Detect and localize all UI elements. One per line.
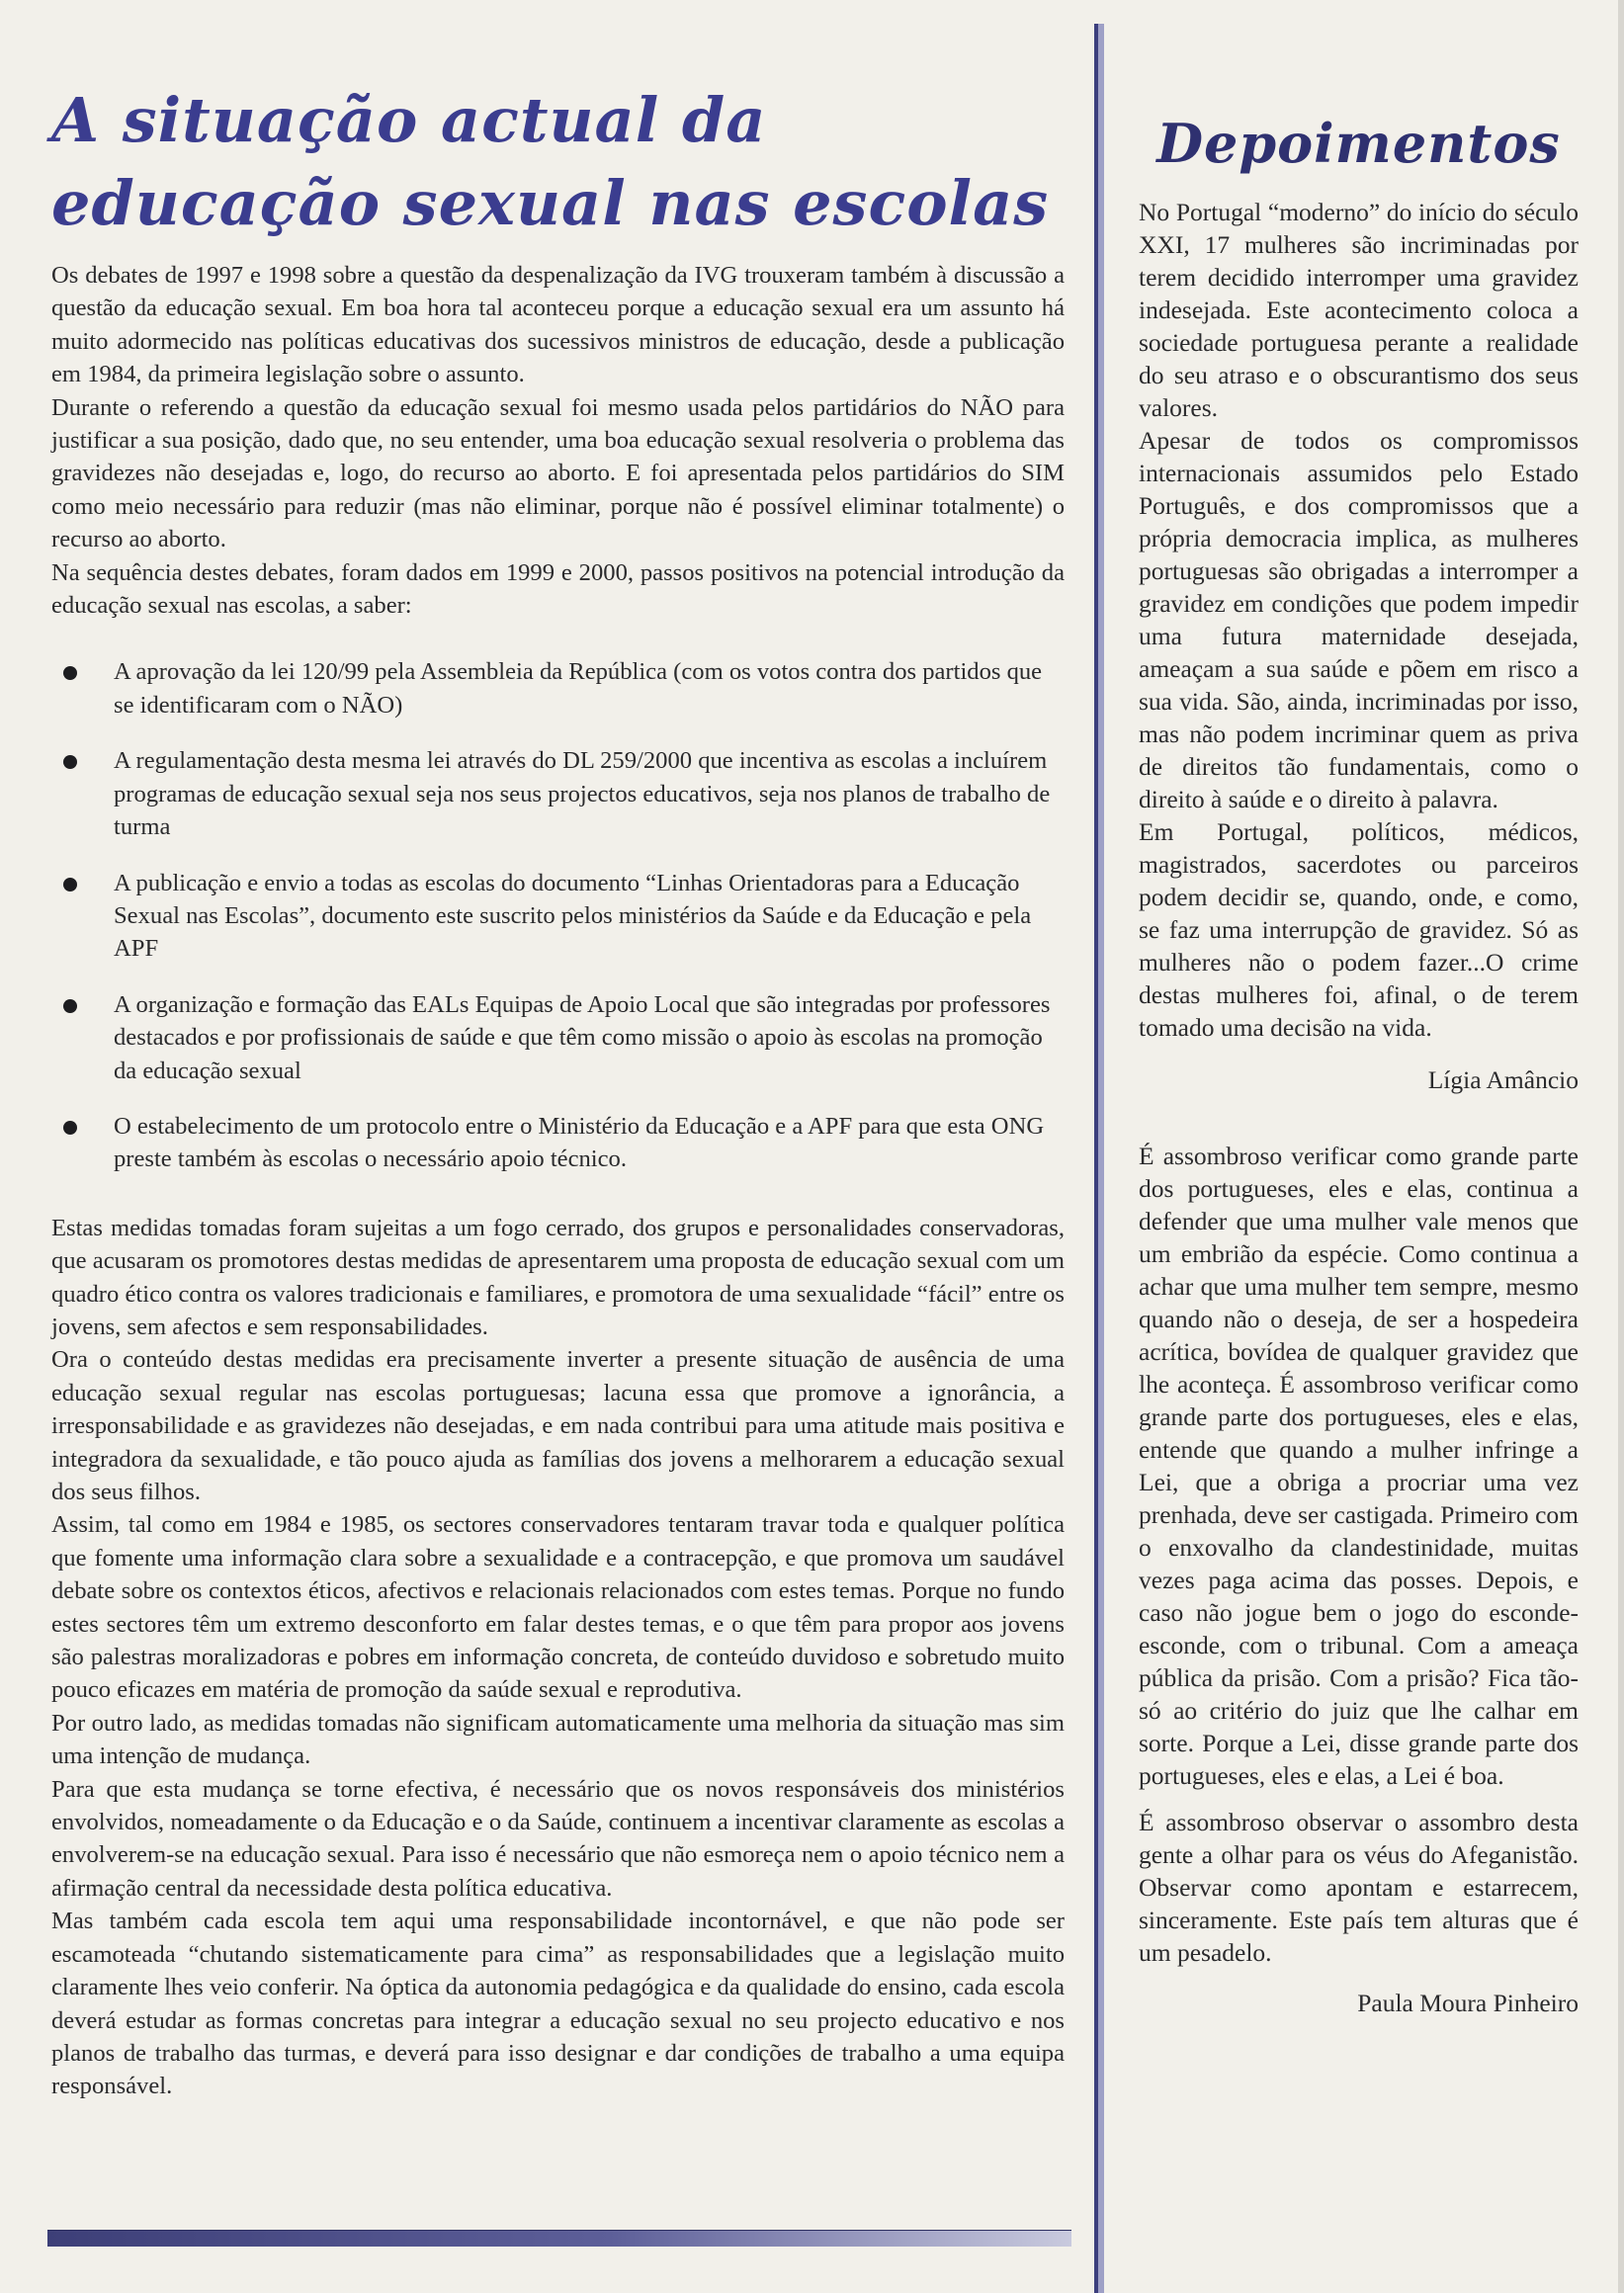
page-edge bbox=[1618, 0, 1624, 2293]
list-item: A regulamentação desta mesma lei através do DL 259/2000 que incentiva as escolas a incluírem programas de educação sexual seja nos seus projectos educativos, seja nos planos de trabalho de turma bbox=[51, 744, 1065, 843]
paragraph-body-6: Mas também cada escola tem aqui uma responsabilidade incontornável, e que não pode ser escamoteada “chutando sistematicamente para cima” as responsabilidades que a legislação muito claramente lhes veio conferir. Na óptica da autonomia pedagógica e da qualidade do ensino, cada escola deverá estudar as formas concretas para integrar a educação sexual no seu projecto educativo e nos planos de trabalho das turmas, e deverá para isso designar e dar condições de trabalho a uma equipa responsável. bbox=[51, 1908, 1065, 2100]
testimony-2-author: Paula Moura Pinheiro bbox=[1357, 1989, 1579, 2017]
list-item: O estabelecimento de um protocolo entre o Ministério da Educação e a APF para que esta ONG preste também às escolas o necessário apoio técnico. bbox=[51, 1110, 1065, 1176]
paragraph-body-1: Estas medidas tomadas foram sujeitas a um fogo cerrado, dos grupos e personalidades conservadoras, que acusaram os promotores destas medidas de apresentarem uma proposta de educação sexual com um quadro ético contra os valores tradicionais e familiares, e promotora de uma sexualidade “fácil” entre os jovens, sem afectos e sem responsabilidades. bbox=[51, 1214, 1065, 1340]
paragraph-intro-1: Os debates de 1997 e 1998 sobre a questão da despenalização da IVG trouxeram também à discussão a questão da educação sexual. Em boa hora tal aconteceu porque a educação sexual era um assunto há muito adormecido nas políticas educativas dos sucessivos ministros de educação, desde a publicação em 1984, da primeira legislação sobre o assunto. bbox=[51, 262, 1065, 388]
bullet-icon bbox=[63, 878, 77, 892]
testimony-2-paragraph-1: É assombroso verificar como grande parte dos portugueses, eles e elas, continua a defender que uma mulher vale menos que um embrião da espécie. Como continua a achar que uma mulher tem sempre, mesmo quando não o deseja, de ser a hospedeira acrítica, bovídea de qualquer gravidez que lhe aconteça. É assombroso verificar como grande parte dos portugueses, eles e elas, entende que quando a mulher infringe a Lei, que a obriga a procriar uma vez prenhada, deve ser castigada. Primeiro com o enxovalho da clandestinidade, muitas vezes paga acima das posses. Depois, e caso não jogue bem o jogo do esconde-esconde, com o tribunal. Com a ameaça pública da prisão. Com a prisão? Fica tão-só ao critério do juiz que lhe calhar em sorte. Porque a Lei, disse grande parte dos portugueses, eles e elas, a Lei é boa. bbox=[1139, 1142, 1579, 1790]
testimony-1-author: Lígia Amâncio bbox=[1427, 1065, 1579, 1094]
sidebar-title: Depoimentos bbox=[1156, 112, 1561, 175]
paragraph-body-4: Por outro lado, as medidas tomadas não significam automaticamente uma melhoria da situação mas sim uma intenção de mudança. bbox=[51, 1709, 1065, 1770]
bullet-icon bbox=[63, 755, 77, 769]
testimony-1-paragraph-1: No Portugal “moderno” do início do século XXI, 17 mulheres são incriminadas por terem decidido interromper uma gravidez indesejada. Este acontecimento coloca a sociedade portuguesa perante a realidade do seu atraso e o obscurantismo dos seus valores. bbox=[1139, 198, 1579, 422]
paragraph-body-5: Para que esta mudança se torne efectiva, é necessário que os novos responsáveis dos ministérios envolvidos, nomeadamente o da Educação e o da Saúde, continuem a incentivar claramente as escolas a envolverem-se na educação sexual. Para isso é necessário que não esmoreça nem o apoio técnico nem a afirmação central da necessidade desta política educativa. bbox=[51, 1775, 1065, 1902]
paragraph-body-2: Ora o conteúdo destas medidas era precisamente inverter a presente situação de ausência de uma educação sexual regular nas escolas portuguesas; lacuna essa que promove a ignorância, a irresponsabilidade e as gravidezes não desejadas, e em nada contribui para uma atitude mais positiva e integradora da sexualidade, e tão pouco ajuda as famílias dos jovens a melhorarem a educação sexual dos seus filhos. bbox=[51, 1346, 1065, 1505]
article-title: A situação actual da educação sexual nas escolas bbox=[51, 84, 1050, 239]
paragraph-intro-3: Na sequência destes debates, foram dados em 1999 e 2000, passos positivos na potencial introdução da educação sexual nas escolas, a saber: bbox=[51, 558, 1065, 620]
paragraph-intro-2: Durante o referendo a questão da educação sexual foi mesmo usada pelos partidários do NÃO para justificar a sua posição, dado que, no seu entender, uma boa educação sexual resolveria o problema das gravidezes não desejadas e, logo, do recurso ao aborto. E foi apresentada pelos partidários do SIM como meio necessário para reduzir (mas não eliminar, porque não é possível eliminar totalmente) o recurso ao aborto. bbox=[51, 393, 1065, 553]
paragraph-body-3: Assim, tal como em 1984 e 1985, os sectores conservadores tentaram travar toda e qualquer política que fomente uma informação clara sobre a sexualidade e a contracepção, e que promova um saudável debate sobre os contextos éticos, afectivos e relacionais relacionados com estes temas. Porque no fundo estes sectores têm um extremo desconforto em falar destes temas, e o que têm para propor aos jovens são palestras moralizadoras e pobres em informação concreta, de conteúdo duvidoso e sobretudo muito pouco eficazes em matéria de promoção da saúde sexual e reprodutiva. bbox=[51, 1511, 1065, 1704]
bullet-icon bbox=[63, 666, 77, 680]
bullet-icon bbox=[63, 1121, 77, 1135]
testimonies-sidebar bbox=[1139, 109, 1579, 2063]
testimony-2-paragraph-2: É assombroso observar o assombro desta gente a olhar para os véus do Afeganistão. Observar como apontam e estarrecem, sinceramente. Este país tem alturas que é um pesadelo. bbox=[1139, 1808, 1579, 1967]
bottom-rule bbox=[47, 2230, 1071, 2247]
list-item: A organização e formação das EALs Equipas de Apoio Local que são integradas por professores destacados e por profissionais de saúde e que têm como missão o apoio às escolas na promoção da educação sexual bbox=[51, 988, 1065, 1087]
bullet-icon bbox=[63, 999, 77, 1013]
list-item: A publicação e envio a todas as escolas do documento “Linhas Orientadoras para a Educação Sexual nas Escolas”, documento este suscrito pelos ministérios da Saúde e da Educação e pela APF bbox=[51, 867, 1065, 966]
measures-list bbox=[51, 655, 1065, 1175]
main-article bbox=[51, 79, 1065, 2103]
testimony-1-paragraph-3: Em Portugal, políticos, médicos, magistrados, sacerdotes ou parceiros podem decidir se, quando, onde, e como, se faz uma interrupção de gravidez. Só as mulheres não o podem fazer...O crime destas mulheres foi, afinal, o de terem tomado uma decisão na vida. bbox=[1139, 817, 1579, 1042]
column-divider bbox=[1094, 24, 1104, 2293]
testimony-1-paragraph-2: Apesar de todos os compromissos internacionais assumidos pelo Estado Português, e dos compromissos que a própria democracia implica, as mulheres portuguesas são obrigadas a interromper a gravidez em condições que podem impedir uma futura maternidade desejada, ameaçam a sua saúde e põem em risco a sua vida. São, ainda, incriminadas por isso, mas não podem incriminar quem as priva de direitos tão fundamentais, como o direito à saúde e o direito à palavra. bbox=[1139, 426, 1579, 813]
list-item: A aprovação da lei 120/99 pela Assembleia da República (com os votos contra dos partidos que se identificaram com o NÃO) bbox=[51, 655, 1065, 722]
